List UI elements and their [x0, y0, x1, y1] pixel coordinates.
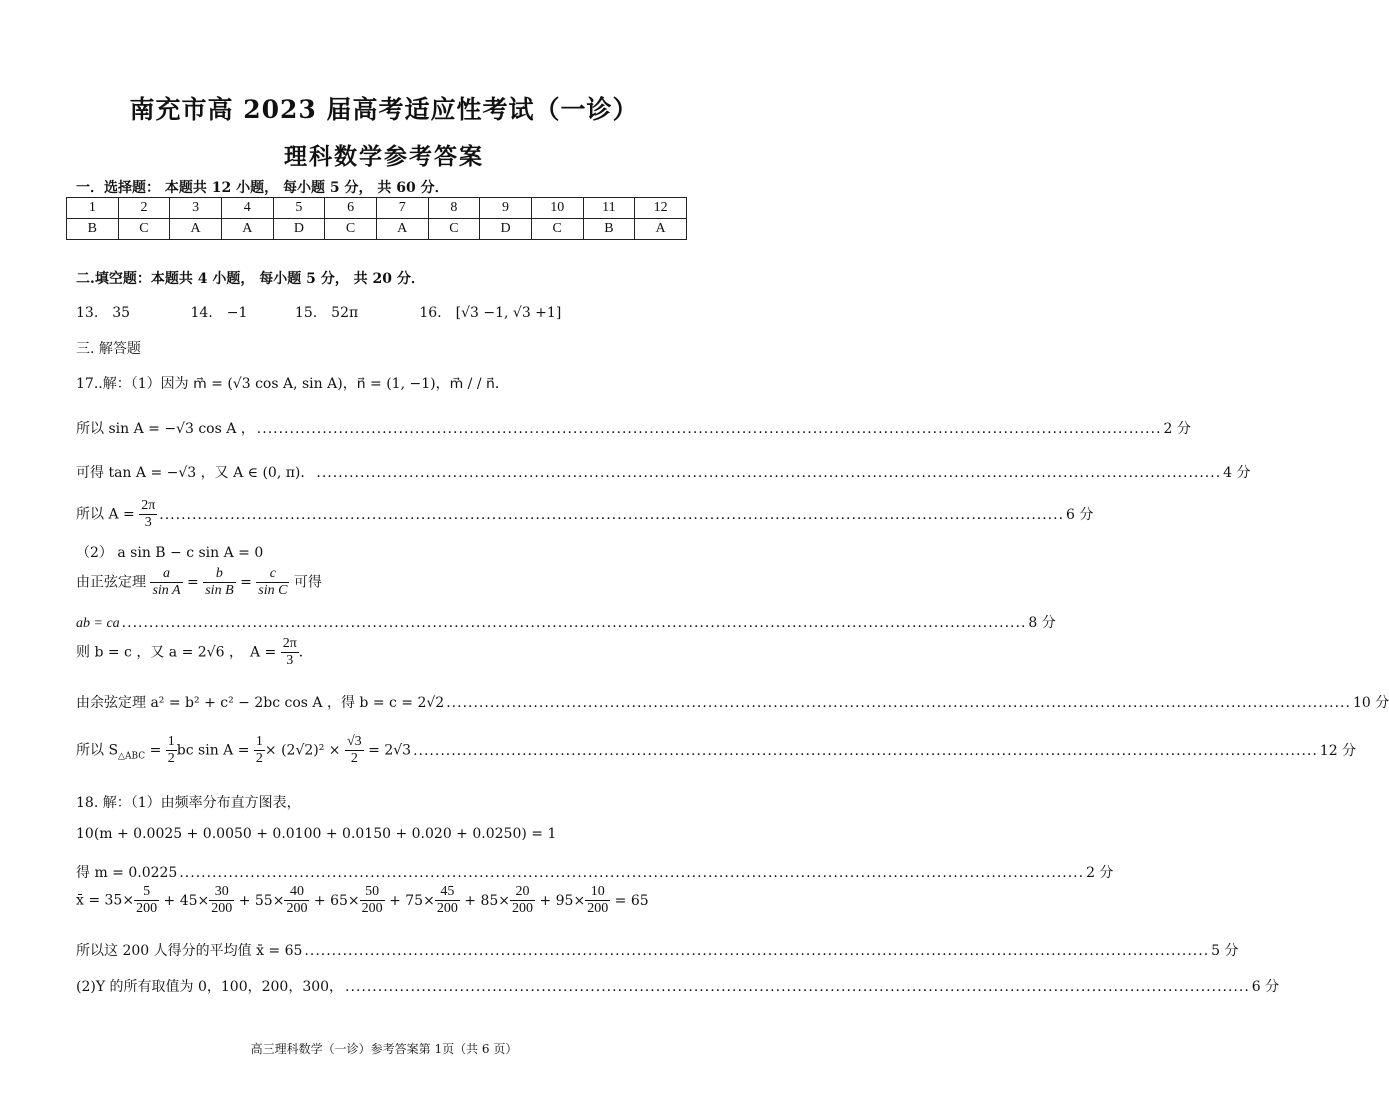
- leader-dots: ......................................................................................................................................................................: [121, 615, 1027, 631]
- table-cell: B: [583, 219, 635, 240]
- table-cell: D: [480, 219, 532, 240]
- leader-dots: ......................................................................................................................................................................: [159, 506, 1065, 523]
- score-mark: 2 分: [1086, 865, 1114, 881]
- fill-answer-15: 15. 52π: [294, 305, 359, 321]
- operator: + 55×: [234, 892, 285, 909]
- numerator: 1: [255, 734, 263, 749]
- table-cell: A: [170, 219, 222, 240]
- step-text: ab = ca: [76, 616, 120, 631]
- numerator: 10: [585, 884, 610, 901]
- denominator: 200: [286, 901, 308, 916]
- table-cell: 4: [221, 198, 273, 219]
- fraction: [134, 884, 159, 917]
- leader-dots: ......................................................................................................................................................................: [179, 865, 1085, 881]
- denominator: 3: [144, 515, 152, 530]
- numerator: 5: [134, 884, 159, 901]
- q17-line-1: 17..解：（1）因为 m⃗ = (√3 cos A, sin A)，n⃗ = (1, −1)，m⃗ / / n⃗．: [76, 376, 509, 392]
- table-cell: 5: [273, 198, 325, 219]
- numerator: 40: [284, 884, 309, 901]
- fraction: [150, 566, 182, 599]
- q18-line-4: [76, 884, 666, 917]
- q17-line-10: [76, 734, 1357, 767]
- table-cell: 7: [376, 198, 428, 219]
- table-row-answers: [67, 219, 687, 240]
- table-cell: C: [325, 219, 377, 240]
- denominator: 2: [255, 751, 263, 766]
- fill-answer-13: 13. 35: [76, 305, 131, 321]
- score-mark: 6 分: [1066, 506, 1094, 523]
- q17-line-4: [76, 498, 1094, 531]
- denominator: sin C: [258, 583, 288, 598]
- denominator: 2: [167, 751, 175, 766]
- q18-line-3: [76, 862, 1114, 882]
- table-cell: C: [531, 219, 583, 240]
- table-cell: A: [221, 219, 273, 240]
- text: 则 b = c ，又 a = 2√6 ， A =: [76, 644, 281, 661]
- numerator: c: [256, 566, 289, 583]
- denominator: sin B: [205, 583, 234, 598]
- denominator: 200: [361, 901, 383, 916]
- table-cell: C: [428, 219, 480, 240]
- step-text: 所以 sin A = −√3 cos A ，: [76, 421, 255, 437]
- operator: = 65: [610, 892, 649, 909]
- mean-expression: [134, 884, 649, 916]
- text: 可得: [293, 574, 322, 591]
- table-cell: 8: [428, 198, 480, 219]
- score-mark: 8 分: [1028, 615, 1056, 631]
- fraction: [345, 734, 364, 767]
- numerator: 2π: [282, 636, 297, 651]
- step-text: (2)Y 的所有取值为 0，100，200，300，: [76, 979, 344, 995]
- denominator: 200: [512, 901, 534, 916]
- operator: + 75×: [384, 892, 435, 909]
- q17-line-8: 则 b = c ，又 a = 2√6 ， A = $\frac{2\pi}{3}$ ．: [76, 636, 313, 668]
- q18-line-2: 10(m + 0.0025 + 0.0050 + 0.0100 + 0.0150 + 0.020 + 0.0250) = 1: [76, 826, 557, 842]
- q18-line-5: [76, 940, 1239, 960]
- step-text: [76, 734, 411, 767]
- part2-heading: 二.填空题：本题共 4 小题， 每小题 5 分， 共 20 分．: [76, 271, 425, 287]
- table-cell: B: [67, 219, 119, 240]
- fraction: [139, 498, 157, 531]
- subscript: △ABC: [118, 751, 146, 762]
- fill-answer-16: 16. [√3 −1, √3 +1]: [419, 305, 562, 321]
- table-cell: 10: [531, 198, 583, 219]
- numerator: 2π: [141, 498, 156, 513]
- fraction: [203, 566, 235, 599]
- part3-heading: 三. 解答题: [76, 341, 141, 357]
- denominator: 200: [587, 901, 609, 916]
- q17-line-9: [76, 692, 1389, 712]
- fraction: [209, 884, 234, 917]
- text: 由正弦定理: [76, 574, 146, 591]
- text: =: [145, 742, 166, 759]
- operator: + 85×: [459, 892, 511, 909]
- score-mark: 6 分: [1251, 979, 1280, 995]
- q17-line-3: [76, 462, 1251, 482]
- score-mark: 2 分: [1163, 421, 1191, 437]
- fraction: [284, 884, 309, 917]
- fraction: [166, 734, 177, 767]
- table-cell: A: [635, 219, 687, 240]
- denominator: 200: [136, 901, 158, 916]
- fill-answer-14: 14. −1: [190, 305, 248, 321]
- leader-dots: ......................................................................................................................................................................: [446, 695, 1351, 711]
- fraction: [510, 884, 535, 917]
- q18-line-1: 18. 解：（1）由频率分布直方图表，: [76, 795, 301, 811]
- page-footer: 高三理科数学（一诊）参考答案第 1页（共 6 页）: [250, 1042, 518, 1056]
- denominator: 3: [286, 653, 294, 668]
- operator: + 95×: [535, 892, 586, 909]
- q17-line-7: [76, 612, 1056, 632]
- fraction: [585, 884, 610, 917]
- denominator: sin A: [152, 583, 181, 598]
- table-cell: 12: [635, 198, 687, 219]
- numerator: 50: [360, 884, 385, 901]
- text: bc sin A =: [176, 742, 254, 759]
- table-cell: D: [273, 219, 325, 240]
- leader-dots: ......................................................................................................................................................................: [413, 742, 1318, 759]
- leader-dots: ......................................................................................................................................................................: [345, 979, 1250, 995]
- q17-line-5: （2） a sin B − c sin A = 0: [76, 545, 264, 561]
- denominator: 200: [436, 901, 458, 916]
- step-text: 可得 tan A = −√3 ，又 A ∈ (0, π)．: [76, 465, 315, 481]
- denominator: 200: [211, 901, 233, 916]
- page-subtitle: 理科数学参考答案: [284, 143, 484, 170]
- answer-table: [66, 197, 687, 240]
- table-cell: 11: [583, 198, 635, 219]
- numerator: 30: [209, 884, 234, 901]
- leader-dots: ......................................................................................................................................................................: [256, 421, 1162, 437]
- numerator: 45: [435, 884, 460, 901]
- table-cell: 3: [170, 198, 222, 219]
- page-title: 南充市高 2023 届高考适应性考试（一诊）: [129, 95, 639, 124]
- operator: + 65×: [309, 892, 360, 909]
- fraction: [256, 566, 289, 599]
- q17-line-6: 由正弦定理 $\frac{a}{\text{sin A}}$ = $\frac{b}{\text{sin B}}$ = $\frac{c}{\text{sin C}}$ 可得: [76, 566, 322, 598]
- score-mark: 12 分: [1319, 742, 1357, 759]
- score-mark: 10 分: [1352, 695, 1389, 711]
- table-cell: C: [118, 219, 170, 240]
- fraction: [360, 884, 385, 917]
- table-cell: 9: [480, 198, 532, 219]
- step-text: [76, 498, 157, 531]
- score-mark: 5 分: [1211, 943, 1239, 959]
- table-row-numbers: [67, 198, 687, 219]
- text: x̄ = 35×: [76, 892, 135, 909]
- fill-in-answers: [76, 302, 666, 322]
- leader-dots: ......................................................................................................................................................................: [316, 465, 1222, 481]
- fraction: [281, 636, 299, 669]
- table-cell: 1: [67, 198, 119, 219]
- table-cell: 2: [118, 198, 170, 219]
- numerator: 20: [510, 884, 535, 901]
- step-text: 所以这 200 人得分的平均值 x̄ = 65: [76, 943, 303, 959]
- step-text: 得 m = 0.0225: [76, 865, 178, 881]
- q17-line-2: [76, 418, 1191, 438]
- text: 所以 A =: [76, 506, 140, 523]
- text: 所以 S: [76, 742, 119, 759]
- table-cell: A: [376, 219, 428, 240]
- text: × (2√2)² ×: [264, 742, 345, 759]
- leader-dots: ......................................................................................................................................................................: [304, 943, 1210, 959]
- numerator: a: [150, 566, 182, 583]
- text: = 2√3: [363, 742, 412, 759]
- part1-heading: 一．选择题： 本题共 12 小题， 每小题 5 分， 共 60 分．: [76, 180, 449, 196]
- step-text: 由余弦定理 a² = b² + c² − 2bc cos A ，得 b = c = 2√2: [76, 695, 445, 711]
- numerator: b: [203, 566, 235, 583]
- numerator: √3: [347, 734, 362, 749]
- operator: + 45×: [159, 892, 210, 909]
- numerator: 1: [167, 734, 175, 749]
- denominator: 2: [350, 751, 358, 766]
- fraction: [254, 734, 265, 767]
- q18-line-6: [76, 976, 1280, 996]
- fraction: [435, 884, 460, 917]
- table-cell: 6: [325, 198, 377, 219]
- score-mark: 4 分: [1223, 465, 1251, 481]
